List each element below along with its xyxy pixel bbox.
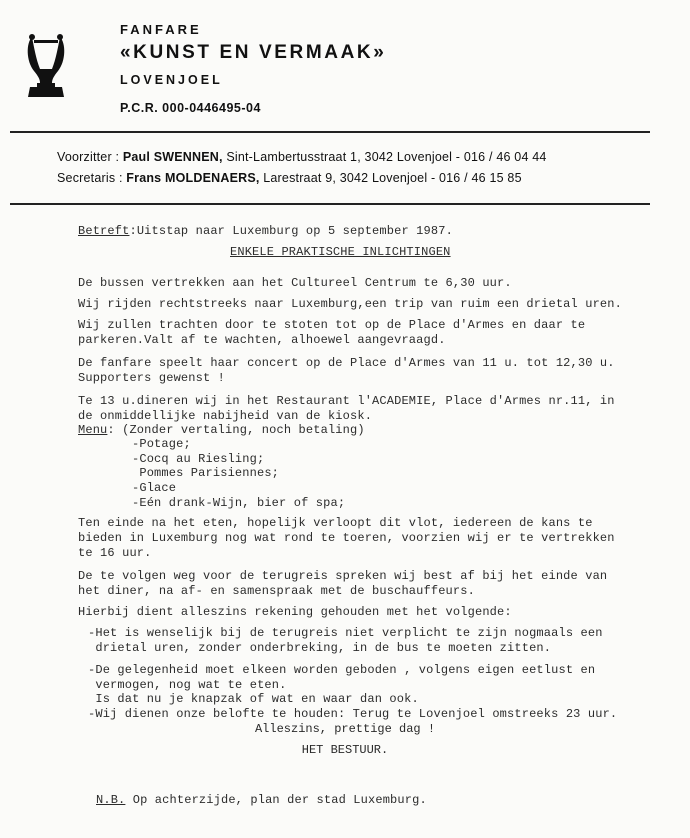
nb-label: N.B.	[96, 793, 126, 807]
paragraph-dinner-2: de onmiddellijke nabijheid van de kiosk.	[78, 409, 373, 423]
closing-line: Alleszins, prettige dag !	[254, 722, 436, 736]
bullet-2a: -De gelegenheid moet elkeen worden geboden , volgens eigen eetlust en	[88, 663, 596, 677]
menu-item: -Potage;	[132, 437, 191, 451]
paragraph-dinner-1: Te 13 u.dineren wij in het Restaurant l'ACADEMIE, Place d'Armes nr.11, in	[78, 394, 615, 408]
bullet-1b: drietal uren, zonder onderbreking, in de bus te moeten zitten.	[88, 641, 552, 655]
org-line1: FANFARE	[120, 22, 202, 37]
chair-role: Voorzitter :	[57, 150, 123, 164]
org-name: «KUNST EN VERMAAK»	[120, 42, 387, 63]
menu-line	[78, 423, 365, 437]
paragraph-route: Wij rijden rechtstreeks naar Luxemburg,een trip van ruim een drietal uren.	[78, 297, 622, 311]
menu-text: : (Zonder vertaling, noch betaling)	[107, 423, 365, 437]
contact-chair	[57, 150, 547, 164]
menu-item: Pommes Parisiennes;	[132, 466, 280, 480]
subject-label: Betreft	[78, 224, 130, 238]
paragraph-return-2: het diner, na af- en samenspraak met de buschauffeurs.	[78, 584, 475, 598]
org-pcr: P.C.R. 000-0446495-04	[120, 101, 261, 115]
bullet-3: -Wij dienen onze belofte te houden: Terug te Lovenjoel omstreeks 23 uur.	[88, 707, 618, 721]
chair-name: Paul SWENNEN,	[122, 150, 223, 164]
signature: HET BESTUUR.	[301, 743, 389, 757]
bullet-1a: -Het is wenselijk bij de terugreis niet verplicht te zijn nogmaals een	[88, 626, 603, 640]
letter-heading: ENKELE PRAKTISCHE INLICHTINGEN	[230, 245, 451, 259]
paragraph-departure: De bussen vertrekken aan het Cultureel Centrum te 6,30 uur.	[78, 276, 512, 290]
secretary-name: Frans MOLDENAERS,	[126, 171, 260, 185]
paragraph-concert-1: De fanfare speelt haar concert op de Place d'Armes van 11 u. tot 12,30 u.	[78, 356, 615, 370]
divider-bottom	[10, 203, 650, 205]
chair-details: Sint-Lambertusstraat 1, 3042 Lovenjoel - 016 / 46 04 44	[222, 150, 547, 164]
menu-item: -Cocq au Riesling;	[132, 452, 265, 466]
subject-text: :Uitstap naar Luxemburg op 5 september 1987.	[129, 224, 453, 238]
paragraph-concert-2: Supporters gewenst !	[78, 371, 226, 385]
subject-line	[78, 224, 453, 238]
menu-item: -Glace	[132, 481, 177, 495]
secretary-role: Secretaris :	[57, 171, 127, 185]
paragraph-parking-1: Wij zullen trachten door te stoten tot op de Place d'Armes en daar te	[78, 318, 586, 332]
divider-top	[10, 131, 650, 133]
nb-text: Op achterzijde, plan der stad Luxemburg.	[125, 793, 427, 807]
nb-line	[96, 793, 427, 807]
bullet-2b: vermogen, nog wat te eten.	[88, 678, 287, 692]
paragraph-free-time-1: Ten einde na het eten, hopelijk verloopt dit vlot, iedereen de kans te	[78, 516, 593, 530]
lyre-logo-icon	[24, 33, 68, 99]
paragraph-return-1: De te volgen weg voor de terugreis spreken wij best af bij het einde van	[78, 569, 608, 583]
menu-label: Menu	[78, 423, 108, 437]
paragraph-parking-2: parkeren.Valt af te wachten, alhoewel aangevraagd.	[78, 333, 446, 347]
secretary-details: Larestraat 9, 3042 Lovenjoel - 016 / 46 15 85	[259, 171, 522, 185]
org-place: LOVENJOEL	[120, 73, 223, 87]
paragraph-free-time-3: te 16 uur.	[78, 546, 152, 560]
paragraph-free-time-2: bieden in Luxemburg nog wat rond te toeren, voorzien wij er te vertrekken	[78, 531, 615, 545]
bullet-2c: Is dat nu je knapzak of wat en waar dan ook.	[88, 692, 419, 706]
paragraph-considerations: Hierbij dient alleszins rekening gehouden met het volgende:	[78, 605, 512, 619]
menu-item: -Eén drank-Wijn, bier of spa;	[132, 496, 346, 510]
contact-secretary	[57, 171, 522, 185]
